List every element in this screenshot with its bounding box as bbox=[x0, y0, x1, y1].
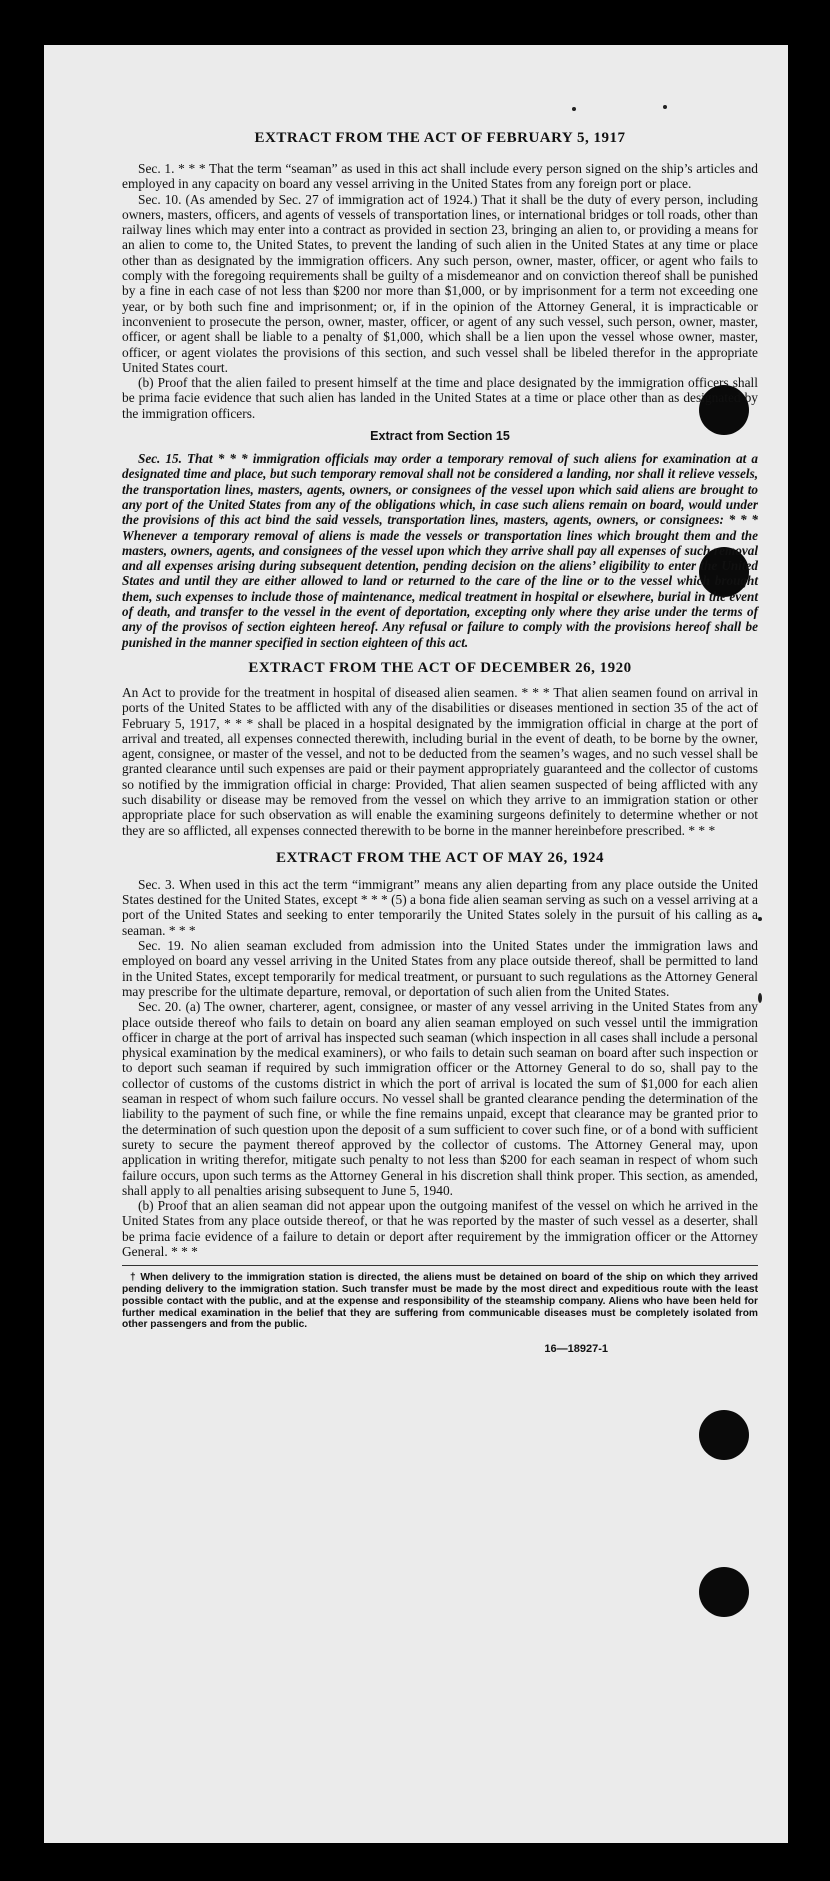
paragraph-sec15: Sec. 15. That * * * immigration officials may order a temporary removal of such aliens for examination at a designated time and place, but such temporary removal shall not be considered a landing, nor shall it relieve vessels, the transportation lines, masters, agents, owners, or consignees of the vessel upon which said aliens are brought to any port of the United States from any of the obligations which, in case such aliens remain on board, would under the provisions of this act bind the said vessels, transportation lines, masters, agents, owners, or consignees: * * * Whenever a temporary removal of aliens is made the vessels or transportation lines which brought them and the masters, owners, agents, and consignees of the vessel upon which they arrive shall pay all expenses of such removal and all expenses arising during subsequent detention, pending decision on the aliens’ eligibility to enter the United States and until they are either allowed to land or returned to the care of the line or to the vessel which brought them, such expenses to include those of maintenance, medical treatment in hospital or elsewhere, burial in the event of death, and transfer to the vessel in the event of deportation, excepting only where they arise under the terms of any of the provisos of section eighteen hereof. Any refusal or failure to comply with the provisions hereof shall be punished in the manner specified in section eighteen of this act. bbox=[122, 451, 758, 650]
paragraph-sec10: Sec. 10. (As amended by Sec. 27 of immigration act of 1924.) That it shall be the duty of every person, including owners, masters, officers, and agents of vessels of transportation lines, or international bridges or toll roads, other than railway lines which may enter into a contract as provided in section 23, bringing an alien to, or providing a means for an alien to come to, the United States, to prevent the landing of such alien in the United States at any time or place other than as designated by the immigration officers. Any such person, owner, master, officer, or agent who fails to comply with the foregoing requirements shall be guilty of a misdemeanor and on conviction thereof shall be punished by a fine in each case of not less than $200 nor more than $1,000, or by imprisonment for a term not exceeding one year, or by both such fine and imprisonment; or, if in the opinion of the Attorney General, it is impracticable or inconvenient to prosecute the person, owner, master, officer, or agent of any such vessel, such person, owner, master, officer, or agent shall be liable to a penalty of $1,000, which shall be a lien upon the vessel whose owner, master, officer, or agent violates the provisions of this section, and such vessel shall be libeled therefor in the appropriate United States court. bbox=[122, 191, 758, 375]
document-body bbox=[122, 130, 758, 1355]
paragraph-sec20b: (b) Proof that an alien seaman did not appear upon the outgoing manifest of the vessel on which he arrived in the United States from any place outside thereof, or that he was reported by the master of such vessel as a deserter, shall be prima facie evidence of a failure to detain or deport after requirement by the immigration officer or the Attorney General. * * * bbox=[122, 1198, 758, 1259]
document-page bbox=[44, 45, 788, 1843]
paragraph-sec20a: Sec. 20. (a) The owner, charterer, agent, consignee, or master of any vessel arriving in the United States from any place outside thereof who fails to detain on board any alien seaman employed on such vessel until the immigration officer in charge at the port of arrival has inspected such seaman (which inspection in all cases shall include a personal physical examination by the medical examiners), or who fails to detain such seaman on board after such inspection or to deport such seaman if required by such immigration officer or the Attorney General to do so, shall pay to the collector of customs of the customs district in which the port of arrival is located the sum of $1,000 for each alien seaman in respect of whom such failure occurs. No vessel shall be granted clearance pending the determination of the liability to the payment of such fine, or while the fine remains unpaid, except that clearance may be granted prior to the determination of such question upon the deposit of a sum sufficient to cover such fine, or of a bond with sufficient surety to secure the payment thereof approved by the collector of customs. The Attorney General may, upon application in writing therefor, mitigate such penalty to not less than $200 for each seaman in respect of whom such failure occurs, upon such terms as the Attorney General in his discretion shall think proper. This section, as amended, shall apply to all penalties arising subsequent to June 5, 1940. bbox=[122, 999, 758, 1198]
paragraph-sec10b: (b) Proof that the alien failed to present himself at the time and place designated by the immigration officers shall be prima facie evidence that such alien has landed in the United States at a time or place other than as designated by the immigration officers. bbox=[122, 375, 758, 421]
divider bbox=[122, 1259, 758, 1266]
section-heading-1924: EXTRACT FROM THE ACT OF MAY 26, 1924 bbox=[275, 849, 605, 866]
section-heading-1917: EXTRACT FROM THE ACT OF FEBRUARY 5, 1917 bbox=[254, 130, 626, 146]
paragraph-act-1920: An Act to provide for the treatment in hospital of diseased alien seamen. * * * That alien seamen found on arrival in ports of the United States to be afflicted with any of the disabilities or diseases mentioned in section 35 of the act of February 5, 1917, * * * shall be placed in a hospital designated by the immigration official in charge at the port of arrival and treated, all expenses connected therewith, including burial in the event of death, to be borne by the owner, agent, consignee, or master of the vessel, and not to be deducted from the seamen’s wages, and no such vessel shall be granted clearance until such expenses are paid or their payment appropriately guaranteed and the collector of customs so notified by the immigration official in charge: Provided, That alien seamen suspected of being afflicted with any such disability or disease may be removed from the vessel on which they arrive to an immigration station or other appropriate place for such observation as will enable the examining surgeons definitely to determine whether or not they are so afflicted, all expenses connected therewith to be borne in the manner hereinbefore prescribed. * * * bbox=[122, 684, 758, 838]
section-heading-15: Extract from Section 15 bbox=[370, 429, 510, 444]
footnote: † When delivery to the immigration station is directed, the aliens must be detained on board of the ship on which they arrived pending delivery to the immigration station. Such transfer must be made by the most direct and expeditious route with the least possible contact with the public, and at the expense and responsibility of the steamship company. Aliens who have been held for further medical examination in the belief that they are suffering from communicable diseases must be completely isolated from other passengers and from the public. bbox=[122, 1272, 758, 1331]
punch-hole bbox=[699, 1410, 749, 1460]
paragraph-sec3: Sec. 3. When used in this act the term “immigrant” means any alien departing from any place outside the United States destined for the United States, except * * * (5) a bona fide alien seaman serving as such on a vessel arriving at a port of the United States and seeking to enter temporarily the United States solely in the pursuit of his calling as a seaman. * * * bbox=[122, 876, 758, 938]
speck bbox=[758, 993, 762, 1003]
document-number: 16—18927-1 bbox=[544, 1343, 608, 1356]
section-heading-1920: EXTRACT FROM THE ACT OF DECEMBER 26, 1920 bbox=[248, 659, 632, 676]
paragraph-sec19: Sec. 19. No alien seaman excluded from admission into the United States under the immigration laws and employed on board any vessel arriving in the United States from any place outside thereof, shall be permitted to land in the United States, except temporarily for medical treatment, or pursuant to such regulations as the Attorney General may prescribe for the ultimate departure, removal, or deportation of such alien from the United States. bbox=[122, 938, 758, 999]
speck bbox=[572, 107, 576, 111]
speck bbox=[663, 105, 667, 109]
speck bbox=[758, 917, 762, 921]
punch-hole bbox=[699, 1567, 749, 1617]
paragraph-sec1: Sec. 1. * * * That the term “seaman” as used in this act shall include every person signed on the ship’s articles and employed in any capacity on board any vessel arriving in the United States from any foreign port or place. bbox=[122, 161, 758, 192]
